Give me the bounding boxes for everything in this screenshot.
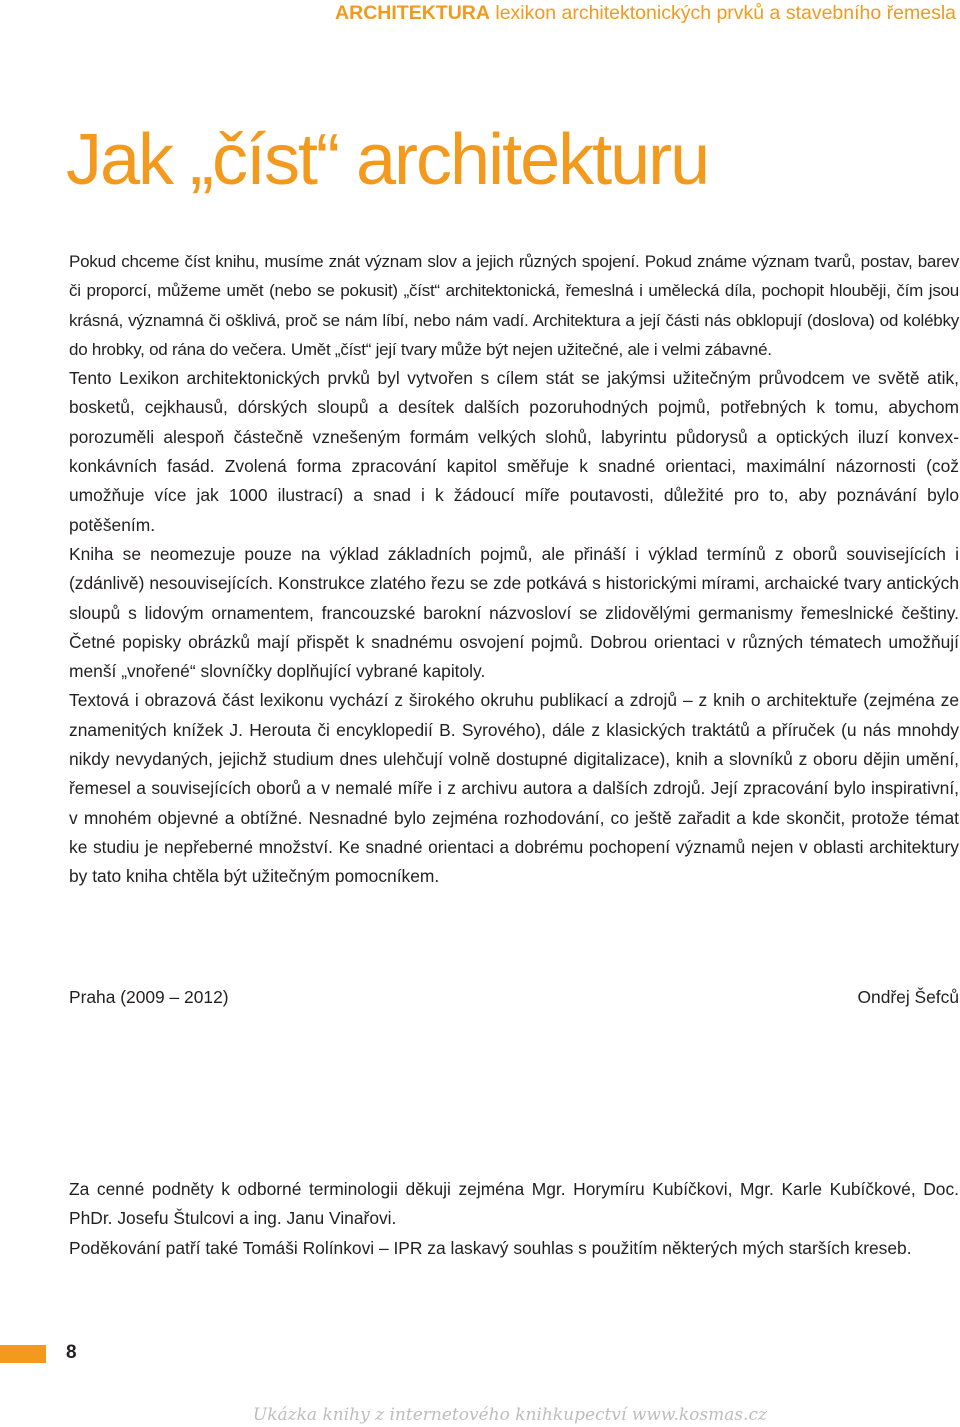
footer-watermark: Ukázka knihy z internetového knihkupectví www.kosmas.cz (252, 1405, 767, 1425)
paragraph: Pokud chceme číst knihu, musíme znát význam slov a jejich různých spojení. Pokud známe význam tvarů, postav, barev či proporcí, můžeme umět (nebo se pokusit) „číst“ architektonická, řemeslná i umělecká díla, pochopit hlouběji, čím jsou krásná, významná či ošklivá, proč se nám líbí, nebo nám vadí. Architektura a její části nás obklopují (doslova) od kolébky do hrobky, od rána do večera. Umět „číst“ její tvary může být nejen užitečné, ale i velmi zábavné. (69, 252, 959, 359)
signature-row (69, 983, 959, 1012)
page-title: Jak „číst“ architekturu (66, 120, 709, 200)
body-text (69, 247, 959, 892)
paragraph: Tento Lexikon architektonických prvků byl vytvořen s cílem stát se jakýmsi užitečným průvodcem ve světě atik, bosketů, cejkhausů, dórských sloupů a desítek dalších pozoruhodných pojmů, potřebných k tomu, abychom porozuměli alespoň částečně vznešeným formám velkých slohů, labyrintu půdorysů a optických iluzí konvex-konkávních fasád. Zvolená forma zpracování kapitol směřuje k snadné orientaci, maximální názornosti (což umožňuje více jak 1000 ilustrací) a snad i k žádoucí míře poutavosti, důležité pro to, aby poznávání bylo potěšením. (69, 368, 959, 535)
place-date: Praha (2009 – 2012) (69, 987, 229, 1007)
acknowledgement-paragraph: Poděkování patří také Tomáši Rolínkovi – IPR za laskavý souhlas s použitím některých mých starších kreseb. (69, 1237, 912, 1258)
header-subtitle: lexikon architektonických prvků a stavebního řemesla (495, 2, 956, 24)
acknowledgement-paragraph: Za cenné podněty k odborné terminologii děkuji zejména Mgr. Horymíru Kubíčkovi, Mgr. Karle Kubíčkové, Doc. PhDr. Josefu Štulcovi a ing. Janu Vinařovi. (69, 1179, 959, 1229)
author-name: Ondřej Šefců (857, 987, 959, 1007)
page-number: 8 (66, 1342, 77, 1363)
header-book-title: ARCHITEKTURA (335, 2, 490, 24)
running-header (335, 2, 956, 25)
paragraph: Textová i obrazová část lexikonu vychází z širokého okruhu publikací a zdrojů – z knih o architektuře (zejména ze znamenitých knížek J. Herouta či encyklopedií B. Syrového), dále z klasických traktátů a příruček (u nás mnohdy nikdy nevydaných, jejichž studium dnes ulehčují volně dostupné digitalizace), knih a slovníků z oboru dějin umění, řemesel a souvisejících oborů a v nemalé míře i z archivu autora a dalších zdrojů. Její zpracování bylo inspirativní, v mnohém objevné a obtížné. Nesnadné bylo zejména rozhodování, co ještě zařadit a kde skončit, protože témat ke studiu je nepřeberné množství. Ke snadné orientaci a dobrému pochopení významů nejen v oblasti architektury by tato kniha chtěla být užitečným pomocníkem. (69, 690, 959, 887)
page-number-bar (0, 1345, 46, 1363)
acknowledgements (69, 1175, 959, 1263)
paragraph: Kniha se neomezuje pouze na výklad základních pojmů, ale přináší i výklad termínů z oborů souvisejících i (zdánlivě) nesouvisejících. Konstrukce zlatého řezu se zde potkává s historickými mírami, archaické tvary antických sloupů s lidovým ornamentem, francouzské barokní názvosloví se zlidovělými germanismy řemeslnické češtiny. Četné popisky obrázků mají přispět k snadnému osvojení pojmů. Dobrou orientaci v různých tématech umožňují menší „vnořené“ slovníčky doplňující vybrané kapitoly. (69, 543, 959, 682)
